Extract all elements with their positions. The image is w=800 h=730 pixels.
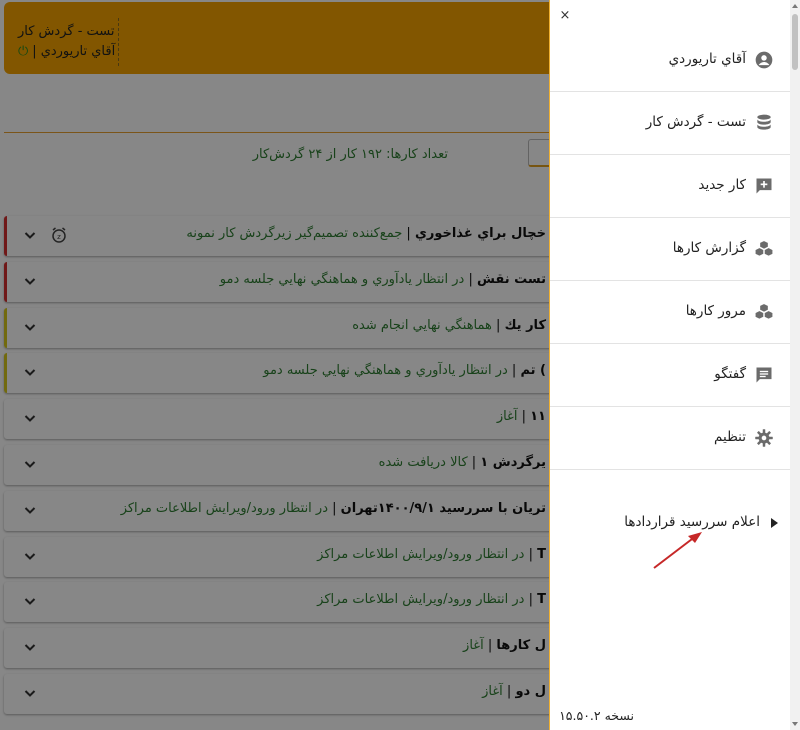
- drawer-item-chat[interactable]: [550, 344, 790, 407]
- task-title: ۱۱: [530, 409, 546, 425]
- drawer-item-label: مرور كارها: [685, 303, 746, 319]
- task-separator: |: [464, 271, 477, 287]
- task-status: آغاز: [463, 638, 484, 654]
- header-workflow-title: تست - گردش كار: [18, 24, 115, 39]
- task-status: كالا دريافت شده: [378, 455, 468, 470]
- task-separator: |: [483, 638, 497, 654]
- task-title: ل كارها: [496, 638, 546, 654]
- task-separator: |: [524, 546, 538, 562]
- task-title: T: [537, 546, 546, 562]
- drawer-item-label: گفتگو: [714, 366, 746, 382]
- side-drawer: [549, 0, 790, 730]
- scrollbar[interactable]: [790, 0, 800, 730]
- task-status: در انتظار ورود/ويرايش اطلاعات مراكز: [120, 500, 328, 516]
- task-title: تست نقش: [476, 271, 546, 287]
- version-text: نسخه ۱۵.۵۰.۲: [559, 708, 634, 723]
- annotation-arrow: [650, 528, 706, 572]
- task-separator: |: [491, 317, 505, 333]
- task-status: در انتظار يادآوري و هماهنگي نهايي جلسه دمو: [219, 271, 465, 287]
- task-title: خچال براي غذاخوري: [414, 226, 546, 241]
- task-separator: |: [467, 455, 481, 470]
- task-title: كار يك: [504, 317, 546, 333]
- scrollbar-thumb[interactable]: [792, 14, 798, 70]
- contract-due-notice-link[interactable]: اعلام سررسيد قراردادها: [624, 514, 760, 530]
- task-title: ) تم: [520, 363, 546, 379]
- drawer-item-database[interactable]: [550, 92, 790, 155]
- task-title: ل دو: [515, 684, 546, 699]
- task-title: يرگردش ۱: [480, 455, 546, 470]
- task-status: در انتظار ورود/ويرايش اطلاعات مراكز: [317, 592, 525, 608]
- header-separator: |: [32, 44, 37, 59]
- task-status: در انتظار يادآوري و هماهنگي نهايي جلسه دمو: [263, 363, 508, 379]
- scroll-down-arrow-icon[interactable]: [792, 722, 798, 726]
- task-count-text: تعداد كارها: ۱۹۲ كار از ۲۴ گردش‌كار: [252, 147, 448, 162]
- add-comment-icon: [754, 176, 774, 196]
- drawer-item-add-comment[interactable]: [550, 155, 790, 218]
- task-separator: |: [524, 592, 538, 608]
- task-status: هماهنگي نهايي انجام شده: [352, 317, 492, 333]
- task-title: T: [537, 592, 546, 608]
- drawer-item-label: گزارش كارها: [672, 240, 746, 256]
- gear-icon: [754, 428, 774, 448]
- task-separator: |: [328, 500, 341, 516]
- task-separator: |: [517, 409, 531, 425]
- drawer-item-label: آقاي تاريوردي: [668, 51, 746, 67]
- power-icon[interactable]: ⏻: [18, 44, 29, 59]
- header-user-name: آقاي تاريوردي: [40, 44, 116, 59]
- drawer-item-cubes[interactable]: [550, 281, 790, 344]
- task-status: آغاز: [482, 684, 503, 699]
- drawer-item-gear[interactable]: [550, 407, 790, 470]
- close-icon[interactable]: ×: [559, 8, 571, 23]
- svg-text:z: z: [57, 233, 61, 241]
- task-separator: |: [502, 684, 516, 699]
- account-icon: [754, 50, 774, 70]
- database-icon: [754, 113, 774, 133]
- drawer-item-cubes[interactable]: [550, 218, 790, 281]
- cubes-icon: [754, 302, 774, 322]
- task-separator: |: [507, 363, 521, 379]
- caret-left-icon[interactable]: [771, 518, 778, 528]
- task-status: آغاز: [496, 409, 518, 425]
- task-separator: |: [402, 226, 415, 241]
- drawer-item-account[interactable]: [550, 29, 790, 92]
- drawer-item-label: كار جديد: [698, 177, 746, 193]
- task-status: جمع‌كننده تصميم‌گير زيرگردش كار نمونه: [186, 226, 403, 241]
- cubes-icon: [754, 239, 774, 259]
- drawer-item-label: تست - گردش كار: [645, 114, 746, 130]
- scroll-up-arrow-icon[interactable]: [792, 4, 798, 8]
- drawer-item-label: تنظيم: [714, 429, 746, 445]
- task-title: تريان با سررسيد ۱۴۰۰/۹/۱تهران: [340, 500, 546, 516]
- chat-icon: [754, 365, 774, 385]
- task-status: در انتظار ورود/ويرايش اطلاعات مراكز: [317, 546, 525, 562]
